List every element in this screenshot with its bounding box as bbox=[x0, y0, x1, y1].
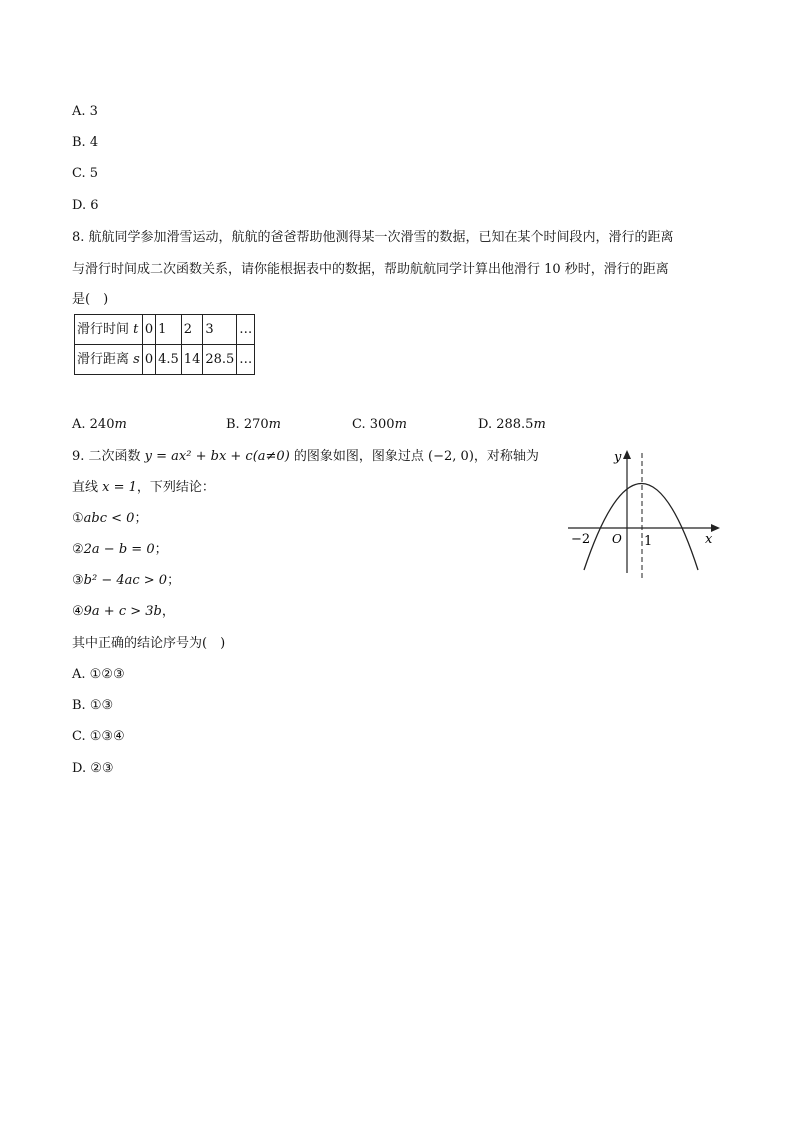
table-cell: 1 bbox=[156, 315, 182, 345]
neg-two-label: −2 bbox=[571, 532, 591, 547]
x-axis-arrow bbox=[711, 524, 720, 532]
q7-option-a: A. 3 bbox=[72, 104, 98, 119]
q7-option-c: C. 5 bbox=[72, 166, 99, 181]
table-cell: 3 bbox=[203, 315, 237, 345]
q8-text-line-1: 8. 航航同学参加滑雪运动，航航的爸爸帮助他测得某一次滑雪的数据，已知在某个时间段内，滑行的距离 bbox=[72, 230, 674, 245]
table-cell: 0 bbox=[142, 315, 155, 345]
table-cell: … bbox=[237, 345, 255, 375]
q7-option-d: D. 6 bbox=[72, 198, 99, 213]
q8-option-b: B. 270m bbox=[226, 417, 281, 432]
q9-statement-4: ④9a + c > 3b， bbox=[72, 604, 175, 619]
y-axis-label: y bbox=[614, 450, 622, 465]
table-row-label: 滑行距离 s bbox=[75, 345, 143, 375]
q9-question: 其中正确的结论序号为( ) bbox=[72, 636, 226, 651]
q9-statement-3: ③b² − 4ac > 0； bbox=[72, 573, 181, 588]
origin-label: O bbox=[612, 532, 622, 546]
q9-option-c: C. ①③④ bbox=[72, 729, 125, 744]
q9-text-line-2: 直线 x = 1，下列结论： bbox=[72, 480, 215, 495]
table-cell: 28.5 bbox=[203, 345, 237, 375]
q9-option-d: D. ②③ bbox=[72, 761, 114, 776]
q9-statement-2: ②2a − b = 0； bbox=[72, 542, 168, 557]
q9-point: (−2, 0) bbox=[428, 449, 474, 464]
q9-statement-1: ①abc < 0； bbox=[72, 511, 148, 526]
q8-option-a: A. 240m bbox=[72, 417, 127, 432]
q8-data-table bbox=[74, 314, 255, 375]
q7-option-b: B. 4 bbox=[72, 135, 99, 150]
table-cell: 14 bbox=[181, 345, 203, 375]
q9-parabola-graph bbox=[560, 445, 730, 580]
table-cell: 0 bbox=[142, 345, 155, 375]
table-cell: … bbox=[237, 315, 255, 345]
q8-option-c: C. 300m bbox=[352, 417, 407, 432]
q8-text-line-2: 与滑行时间成二次函数关系，请你能根据表中的数据，帮助航航同学计算出他滑行 10 秒时，滑行的距离 bbox=[72, 262, 669, 277]
q8-option-d: D. 288.5m bbox=[478, 417, 546, 432]
table-cell: 4.5 bbox=[156, 345, 182, 375]
table-cell: 2 bbox=[181, 315, 203, 345]
table-row-label: 滑行时间 t bbox=[75, 315, 143, 345]
one-label: 1 bbox=[644, 534, 653, 549]
q9-option-b: B. ①③ bbox=[72, 698, 114, 713]
table-row bbox=[75, 315, 255, 345]
parabola-curve bbox=[584, 484, 698, 571]
q9-axis: x = 1 bbox=[102, 480, 137, 495]
q9-function: y = ax² + bx + c(a≠0) bbox=[144, 449, 290, 464]
q9-text-line-1: 9. 二次函数 y = ax² + bx + c(a≠0) 的图象如图，图象过点 (−2, 0)，对称轴为 bbox=[72, 449, 539, 464]
table-row bbox=[75, 345, 255, 375]
q8-text-line-3: 是( ) bbox=[72, 292, 109, 307]
x-axis-label: x bbox=[705, 532, 713, 547]
y-axis-arrow bbox=[623, 450, 631, 459]
q9-option-a: A. ①②③ bbox=[72, 667, 125, 682]
